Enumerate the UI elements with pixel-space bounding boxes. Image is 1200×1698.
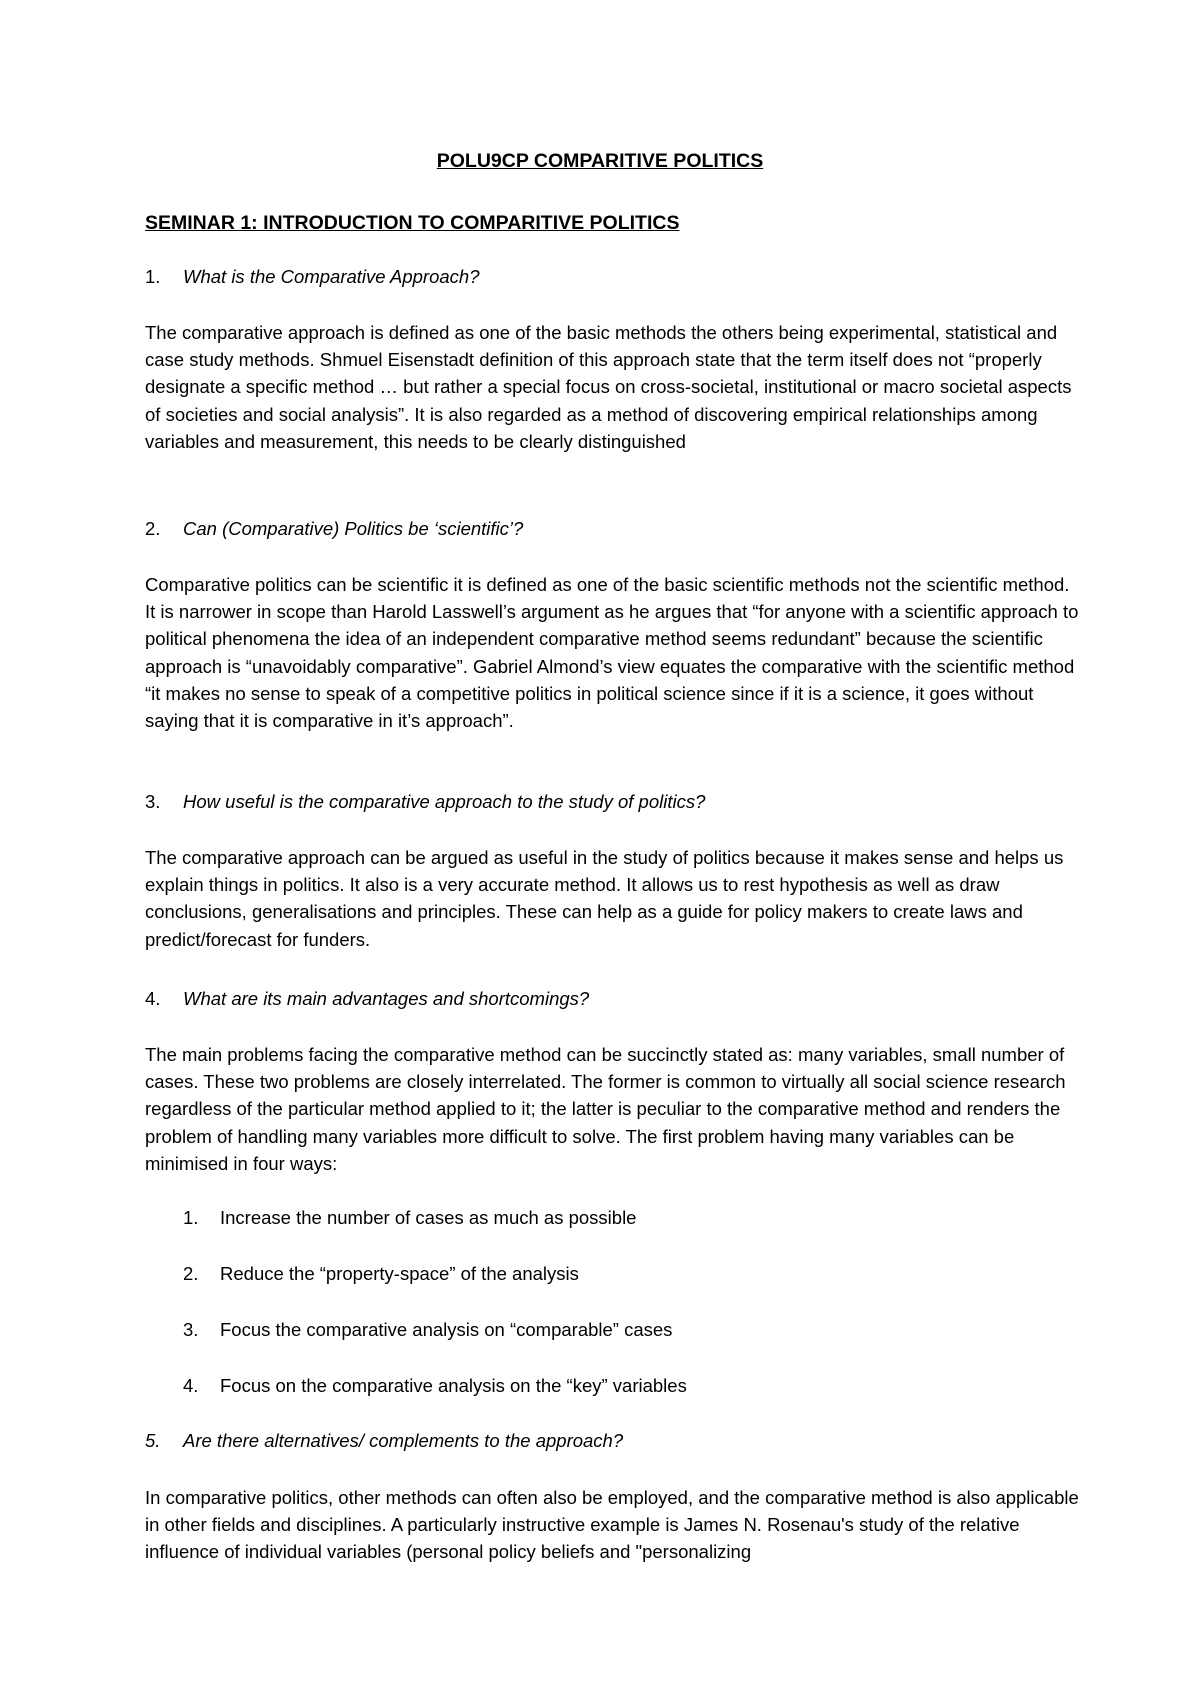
list-item-text: Focus on the comparative analysis on the “key” variables bbox=[220, 1375, 687, 1396]
list-item bbox=[183, 1375, 687, 1397]
question-number: 4. bbox=[145, 988, 161, 1009]
question-number: 5. bbox=[145, 1430, 161, 1451]
answer-4: The main problems facing the comparative method can be succinctly stated as: many variables, small number of cases. These two problems are closely interrelated. The former is common to virtually all social science research regardless of the particular method applied to it; the latter is peculiar to the comparative method and renders the problem of handling many variables more difficult to solve. The first problem having many variables can be minimised in four ways: bbox=[145, 1044, 1066, 1174]
answer-1: The comparative approach is defined as one of the basic methods the others being experimental, statistical and case study methods. Shmuel Eisenstadt definition of this approach state that the term itself does not “properly designate a specific method … but rather a special focus on cross-societal, institutional or macro societal aspects of societies and social analysis”. It is also regarded as a method of discovering empirical relationships among variables and measurement, this needs to be clearly distinguished bbox=[145, 322, 1072, 452]
question-5 bbox=[145, 1430, 623, 1452]
list-item bbox=[183, 1207, 636, 1229]
question-number: 2. bbox=[145, 518, 161, 539]
list-item-number: 2. bbox=[183, 1263, 199, 1284]
question-number: 3. bbox=[145, 791, 161, 812]
answer-3: The comparative approach can be argued as useful in the study of politics because it makes sense and helps us explain things in politics. It also is a very accurate method. It allows us to rest hypothesis as well as draw conclusions, generalisations and principles. These can help as a guide for policy makers to create laws and predict/forecast for funders. bbox=[145, 847, 1064, 950]
question-4 bbox=[145, 988, 589, 1010]
answer-5: In comparative politics, other methods can often also be employed, and the comparative method is also applicable in other fields and disciplines. A particularly instructive example is James N. Rosenau's study of the relative influence of individual variables (personal policy beliefs and "personalizing bbox=[145, 1487, 1079, 1563]
question-1 bbox=[145, 266, 480, 288]
question-text: Are there alternatives/ complements to the approach? bbox=[183, 1430, 624, 1451]
question-text: What are its main advantages and shortcomings? bbox=[183, 988, 590, 1009]
answer-2: Comparative politics can be scientific it is defined as one of the basic scientific methods not the scientific method. It is narrower in scope than Harold Lasswell’s argument as he argues that “for anyone with a scientific approach to political phenomena the idea of an independent comparative method seems redundant” because the scientific approach is “unavoidably comparative”. Gabriel Almond’s view equates the comparative with the scientific method “it makes no sense to speak of a competitive politics in political science since if it is a science, it goes without saying that it is comparative in it’s approach”. bbox=[145, 574, 1079, 732]
list-item-text: Increase the number of cases as much as possible bbox=[220, 1207, 637, 1228]
question-3 bbox=[145, 791, 705, 813]
list-item bbox=[183, 1319, 672, 1341]
question-text: How useful is the comparative approach to the study of politics? bbox=[183, 791, 706, 812]
question-number: 1. bbox=[145, 266, 161, 287]
question-2 bbox=[145, 518, 523, 540]
question-text: What is the Comparative Approach? bbox=[183, 266, 480, 287]
seminar-heading: SEMINAR 1: INTRODUCTION TO COMPARITIVE POLITICS bbox=[145, 212, 680, 234]
list-item bbox=[183, 1263, 579, 1285]
question-text: Can (Comparative) Politics be ‘scientific’? bbox=[183, 518, 524, 539]
list-item-text: Reduce the “property-space” of the analysis bbox=[220, 1263, 579, 1284]
list-item-number: 1. bbox=[183, 1207, 199, 1228]
list-item-text: Focus the comparative analysis on “comparable” cases bbox=[220, 1319, 673, 1340]
list-item-number: 3. bbox=[183, 1319, 199, 1340]
document-title: POLU9CP COMPARITIVE POLITICS bbox=[436, 150, 764, 172]
list-item-number: 4. bbox=[183, 1375, 199, 1396]
